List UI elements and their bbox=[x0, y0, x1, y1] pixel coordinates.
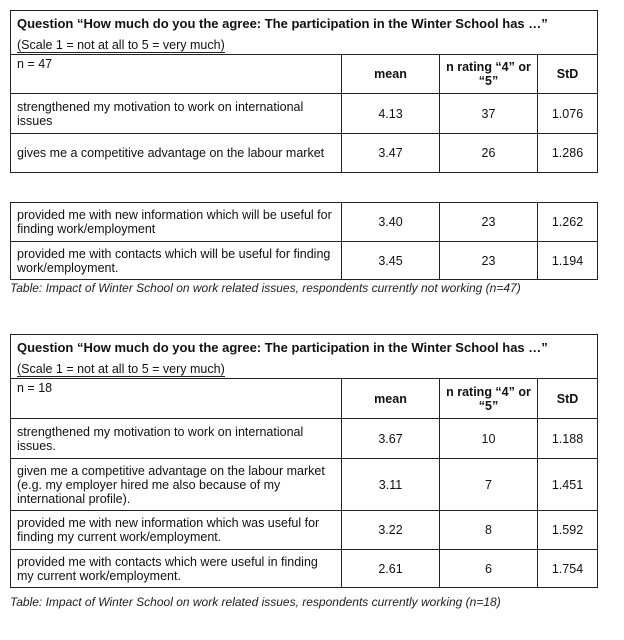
table1-header-row bbox=[11, 55, 598, 94]
row-n-rating: 6 bbox=[440, 550, 538, 588]
table1-n-label: n = 47 bbox=[11, 55, 342, 94]
table1-col-std: StD bbox=[538, 55, 598, 94]
row-std: 1.451 bbox=[538, 459, 598, 511]
row-n-rating: 8 bbox=[440, 511, 538, 550]
table2-question-row bbox=[11, 335, 598, 361]
row-std: 1.194 bbox=[538, 242, 598, 280]
table1-col-mean: mean bbox=[342, 55, 440, 94]
row-label: given me a competitive advantage on the labour market (e.g. my employer hired me also because of my international profile). bbox=[11, 459, 342, 511]
table-row bbox=[11, 459, 598, 511]
row-mean: 3.11 bbox=[342, 459, 440, 511]
row-std: 1.754 bbox=[538, 550, 598, 588]
table2-header-row bbox=[11, 379, 598, 419]
row-label: gives me a competitive advantage on the labour market bbox=[11, 134, 342, 173]
table2-scale: (Scale 1 = not at all to 5 = very much) bbox=[17, 362, 225, 377]
row-label: provided me with contacts which will be useful for finding work/employment. bbox=[11, 242, 342, 280]
table1-question-row bbox=[11, 11, 598, 37]
row-mean: 3.67 bbox=[342, 419, 440, 459]
table2-n-label: n = 18 bbox=[11, 379, 342, 419]
row-mean: 3.40 bbox=[342, 203, 440, 242]
row-n-rating: 23 bbox=[440, 203, 538, 242]
row-std: 1.188 bbox=[538, 419, 598, 459]
table2-caption: Table: Impact of Winter School on work related issues, respondents currently working (n=18) bbox=[10, 595, 501, 609]
row-mean: 3.22 bbox=[342, 511, 440, 550]
row-label: strengthened my motivation to work on international issues bbox=[11, 94, 342, 134]
table-row bbox=[11, 242, 598, 280]
table2-scale-row bbox=[11, 361, 598, 379]
table1-main bbox=[10, 10, 598, 173]
table1-caption: Table: Impact of Winter School on work related issues, respondents currently not working (n=47) bbox=[10, 281, 521, 295]
table2-col-nrating: n rating “4” or “5” bbox=[440, 379, 538, 419]
table2-col-mean: mean bbox=[342, 379, 440, 419]
row-label: provided me with new information which was useful for finding my current work/employment. bbox=[11, 511, 342, 550]
row-std: 1.592 bbox=[538, 511, 598, 550]
table-row bbox=[11, 203, 598, 242]
row-std: 1.262 bbox=[538, 203, 598, 242]
table-row bbox=[11, 511, 598, 550]
table2-main bbox=[10, 334, 598, 588]
row-mean: 3.45 bbox=[342, 242, 440, 280]
row-n-rating: 26 bbox=[440, 134, 538, 173]
table-row bbox=[11, 419, 598, 459]
row-label: provided me with contacts which were useful in finding my current work/employment. bbox=[11, 550, 342, 588]
row-n-rating: 23 bbox=[440, 242, 538, 280]
table2-question: Question “How much do you the agree: The participation in the Winter School has …” bbox=[11, 335, 598, 361]
table-row bbox=[11, 94, 598, 134]
row-n-rating: 37 bbox=[440, 94, 538, 134]
row-label: strengthened my motivation to work on international issues. bbox=[11, 419, 342, 459]
table1-col-nrating: n rating “4” or “5” bbox=[440, 55, 538, 94]
table1-question: Question “How much do you the agree: The participation in the Winter School has …” bbox=[11, 11, 598, 37]
row-n-rating: 7 bbox=[440, 459, 538, 511]
row-n-rating: 10 bbox=[440, 419, 538, 459]
table1-scale-row bbox=[11, 37, 598, 55]
row-std: 1.286 bbox=[538, 134, 598, 173]
table2-col-std: StD bbox=[538, 379, 598, 419]
row-std: 1.076 bbox=[538, 94, 598, 134]
table-row bbox=[11, 550, 598, 588]
row-mean: 2.61 bbox=[342, 550, 440, 588]
row-label: provided me with new information which will be useful for finding work/employment bbox=[11, 203, 342, 242]
table-row bbox=[11, 134, 598, 173]
row-mean: 3.47 bbox=[342, 134, 440, 173]
row-mean: 4.13 bbox=[342, 94, 440, 134]
table1-scale: (Scale 1 = not at all to 5 = very much) bbox=[17, 38, 225, 53]
table1-continued bbox=[10, 202, 598, 280]
